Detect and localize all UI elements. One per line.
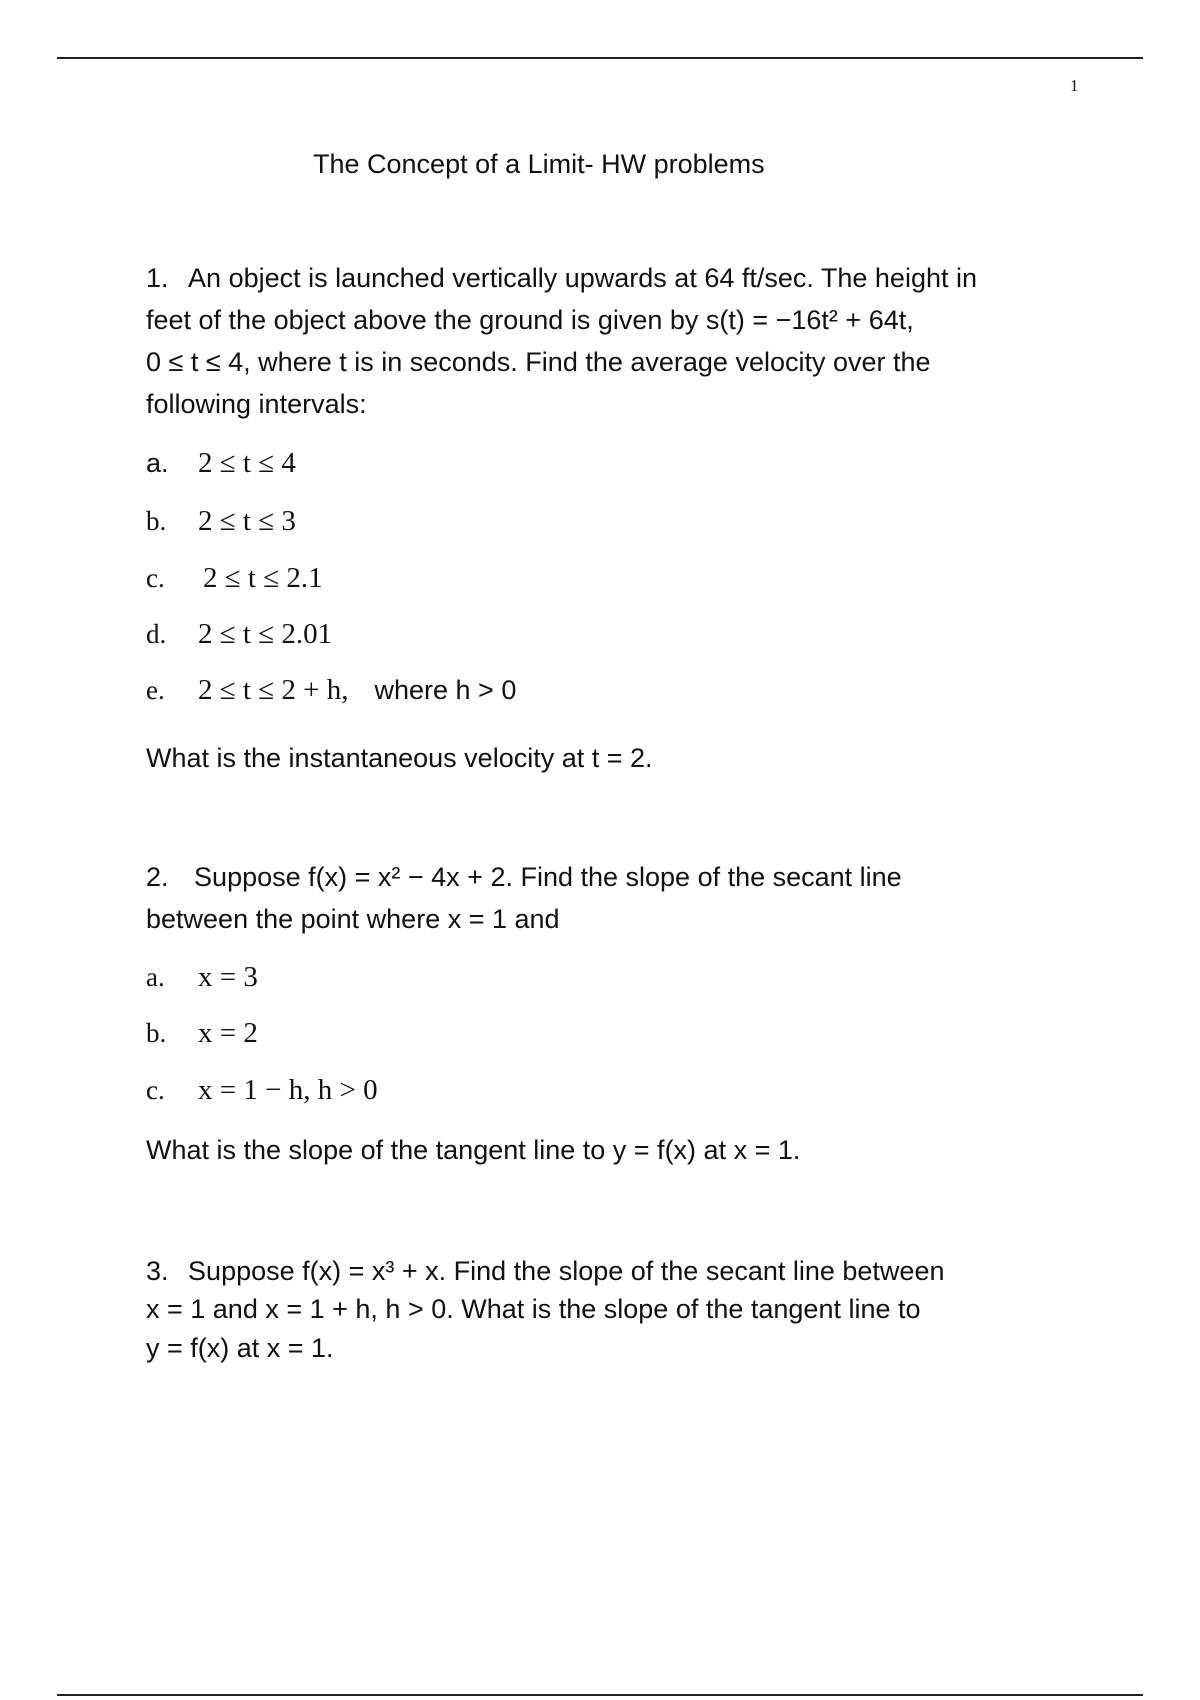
item-text: 2 ≤ t ≤ 3 <box>198 505 296 537</box>
problem-1-item-a <box>146 447 296 480</box>
bottom-rule <box>57 1694 1143 1696</box>
item-label: e. <box>146 675 165 705</box>
item-text: x = 3 <box>198 961 258 993</box>
problem-1-text-2: feet of the object above the ground is given by s(t) = −16t² + 64t, <box>146 305 914 335</box>
problem-1-item-c <box>146 562 323 595</box>
problem-2-text-1: Suppose f(x) = x² − 4x + 2. Find the slope of the secant line <box>194 862 902 892</box>
item-label: a. <box>146 962 165 992</box>
problem-1-text-4: following intervals: <box>146 389 367 419</box>
problem-2-text-2: between the point where x = 1 and <box>146 904 560 934</box>
problem-3-line-1 <box>146 1256 944 1287</box>
problem-1-line-1 <box>146 263 977 294</box>
item-text: 2 ≤ t ≤ 2.01 <box>198 618 333 650</box>
problem-1-item-b <box>146 505 296 538</box>
item-label: a. <box>146 448 169 478</box>
problem-1-number: 1. <box>146 263 169 293</box>
item-text: 2 ≤ t ≤ 4 <box>198 447 296 479</box>
problem-3-number: 3. <box>146 1256 169 1286</box>
problem-2-line-1 <box>146 862 902 893</box>
item-label: d. <box>146 619 167 649</box>
problem-3-text-1: Suppose f(x) = x³ + x. Find the slope of the secant line between <box>188 1256 945 1286</box>
item-suffix: where h > 0 <box>374 675 517 705</box>
problem-3-text-3: y = f(x) at x = 1. <box>146 1333 334 1363</box>
problem-2-item-c <box>146 1074 378 1107</box>
page-number: 1 <box>1070 76 1079 95</box>
item-label: c. <box>146 563 165 593</box>
problem-3-text-2: x = 1 and x = 1 + h, h > 0. What is the slope of the tangent line to <box>146 1294 921 1324</box>
problem-1-item-d <box>146 618 332 651</box>
page-title: The Concept of a Limit- HW problems <box>313 149 765 179</box>
problem-1-text-3: 0 ≤ t ≤ 4, where t is in seconds. Find the average velocity over the <box>146 347 931 377</box>
problem-2-item-a <box>146 961 258 994</box>
item-label: b. <box>146 506 167 536</box>
problem-2-followup: What is the slope of the tangent line to y = f(x) at x = 1. <box>146 1135 801 1165</box>
problem-1-item-e <box>146 674 516 707</box>
item-label: c. <box>146 1075 165 1105</box>
item-label: b. <box>146 1018 167 1048</box>
top-rule <box>57 57 1143 59</box>
item-text: 2 ≤ t ≤ 2 + h, <box>198 674 349 706</box>
problem-1-followup: What is the instantaneous velocity at t = 2. <box>146 743 653 773</box>
problem-1-text-1: An object is launched vertically upwards at 64 ft/sec. The height in <box>188 263 977 293</box>
item-text: 2 ≤ t ≤ 2.1 <box>203 562 323 594</box>
item-text: x = 1 − h, h > 0 <box>198 1074 378 1106</box>
problem-2-item-b <box>146 1017 258 1050</box>
problem-2-number: 2. <box>146 862 169 892</box>
item-text: x = 2 <box>198 1017 258 1049</box>
